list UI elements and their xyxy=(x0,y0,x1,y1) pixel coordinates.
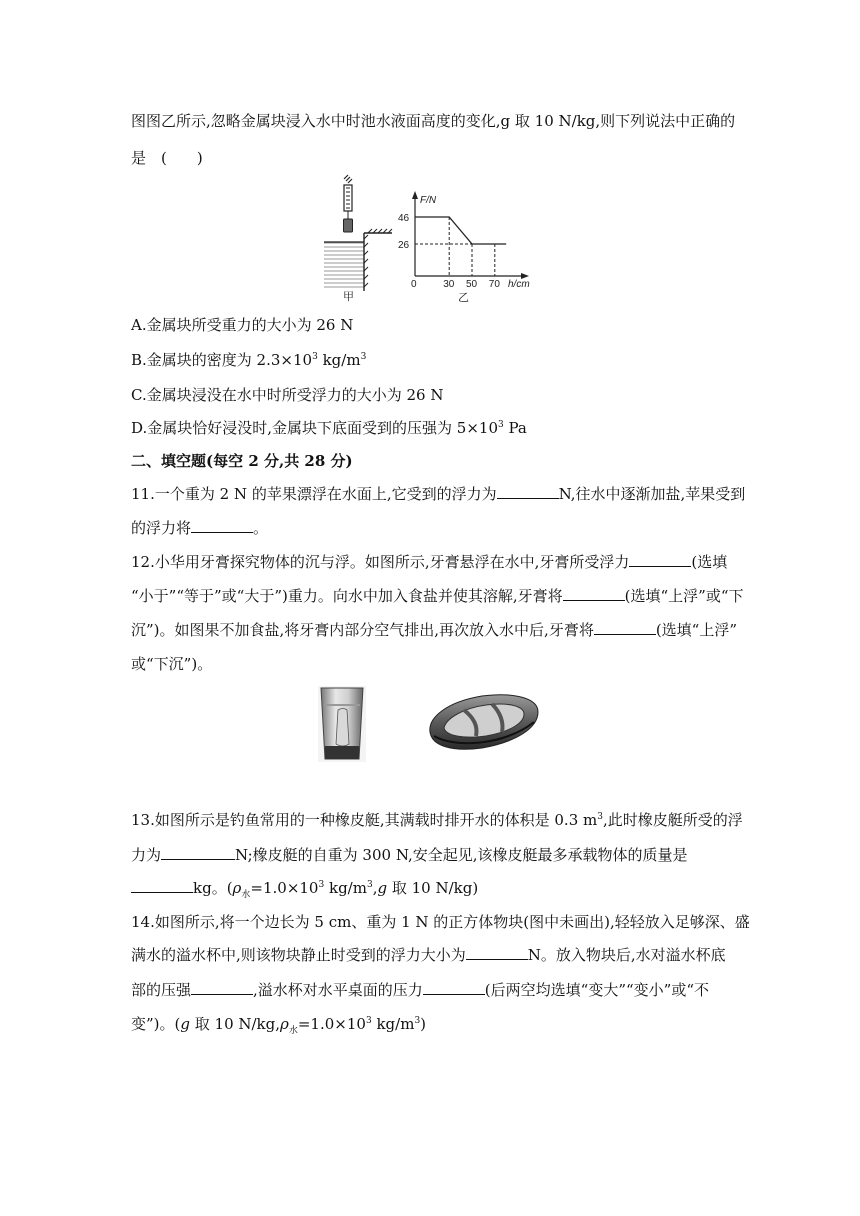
caption-jia: 甲 xyxy=(343,291,354,303)
caption-yi: 乙 xyxy=(458,292,469,303)
force-depth-graph xyxy=(398,191,530,290)
q12-line-4: 或“下沉”)。 xyxy=(131,655,213,673)
q12-blank-1[interactable] xyxy=(629,552,691,567)
q13-blank-1[interactable] xyxy=(161,845,235,860)
figure-1 xyxy=(318,173,540,303)
glass-photo xyxy=(318,686,366,762)
q13-line-3: kg。($\rho_水=1.0\times 10^3$ $kg/m^3,g$ 取 10 N/kg) xyxy=(131,878,478,898)
q14-line-2: 满水的溢水杯中,则该物块静止时受到的浮力大小为 N。放入物块后,水对溢水杯底 xyxy=(131,946,726,964)
q12-blank-2[interactable] xyxy=(563,586,625,601)
q11-line-1: 11.一个重为 2 N 的苹果漂浮在水面上,它受到的浮力为 N,往水中逐渐加盐,苹果受到 xyxy=(131,485,746,503)
q12-line-1: 12.小华用牙膏探究物体的沉与浮。如图所示,牙膏悬浮在水中,牙膏所受浮力 (选填 xyxy=(131,553,728,571)
q12-line-2: “小于”“等于”或“大于”)重力。向水中加入食盐并使其溶解,牙膏将 (选填“上浮”或“下 xyxy=(131,587,744,605)
apparatus-drawing xyxy=(324,175,392,291)
option-d: D.金属块恰好浸没时,金属块下底面受到的压强为 $5\times 10^3$ Pa xyxy=(131,419,527,437)
y-axis-label: F/N xyxy=(420,195,437,206)
q13-blank-2[interactable] xyxy=(131,878,193,893)
q11-blank-1[interactable] xyxy=(497,484,559,499)
q13-line-2: 力为 N;橡皮艇的自重为 300 N,安全起见,该橡皮艇最多承载物体的质量是 xyxy=(131,846,688,864)
q14-line-4: 变”)。(g 取 10 $N/kg,\rho_水=1.0\times 10^3$ $kg/m^3$) xyxy=(131,1015,427,1036)
rubber-boat-photo xyxy=(424,688,542,754)
x-tick-70: 70 xyxy=(488,279,500,290)
q14-blank-3[interactable] xyxy=(423,980,485,995)
x-tick-30: 30 xyxy=(443,279,455,290)
y-tick-46: 46 xyxy=(398,213,410,224)
origin-label: 0 xyxy=(411,279,417,290)
q13-line-1: 13.如图所示是钓鱼常用的一种橡皮艇,其满载时排开水的体积是 0.3 $m^3$,此时橡皮艇所受的浮 xyxy=(131,811,743,829)
option-c: C.金属块浸没在水中时所受浮力的大小为 26 N xyxy=(131,386,444,404)
q14-line-3: 部的压强 ,溢水杯对水平桌面的压力 (后两空均选填“变大”“变小”或“不 xyxy=(131,981,709,999)
q14-line-1: 14.如图所示,将一个边长为 5 cm、重为 1 N 的正方体物块(图中未画出),轻轻放入足够深、盛 xyxy=(131,913,750,931)
q14-blank-2[interactable] xyxy=(191,980,253,995)
q11-line-2: 的浮力将 。 xyxy=(131,519,269,537)
intro-line-1: 图图乙所示,忽略金属块浸入水中时池水液面高度的变化,g 取 10 N/kg,则下列说法中正确的 xyxy=(131,112,736,130)
section-2-title: 二、填空题(每空 2 分,共 28 分) xyxy=(131,452,353,470)
q11-blank-2[interactable] xyxy=(191,518,253,533)
series-line xyxy=(415,217,506,244)
option-a: A.金属块所受重力的大小为 26 N xyxy=(131,316,354,334)
q12-blank-3[interactable] xyxy=(594,620,656,635)
x-axis-label: h/cm xyxy=(508,279,530,290)
q14-blank-1[interactable] xyxy=(466,945,528,960)
q12-line-3: 沉”)。如图果不加食盐,将牙膏内部分空气排出,再次放入水中后,牙膏将 (选填“上浮” xyxy=(131,621,738,639)
x-tick-50: 50 xyxy=(466,279,478,290)
option-b: B.金属块的密度为 $2.3\times 10^3$ $kg/m^3$ xyxy=(131,351,367,369)
intro-line-2: 是 ( ) xyxy=(131,149,203,167)
y-tick-26: 26 xyxy=(398,240,410,251)
